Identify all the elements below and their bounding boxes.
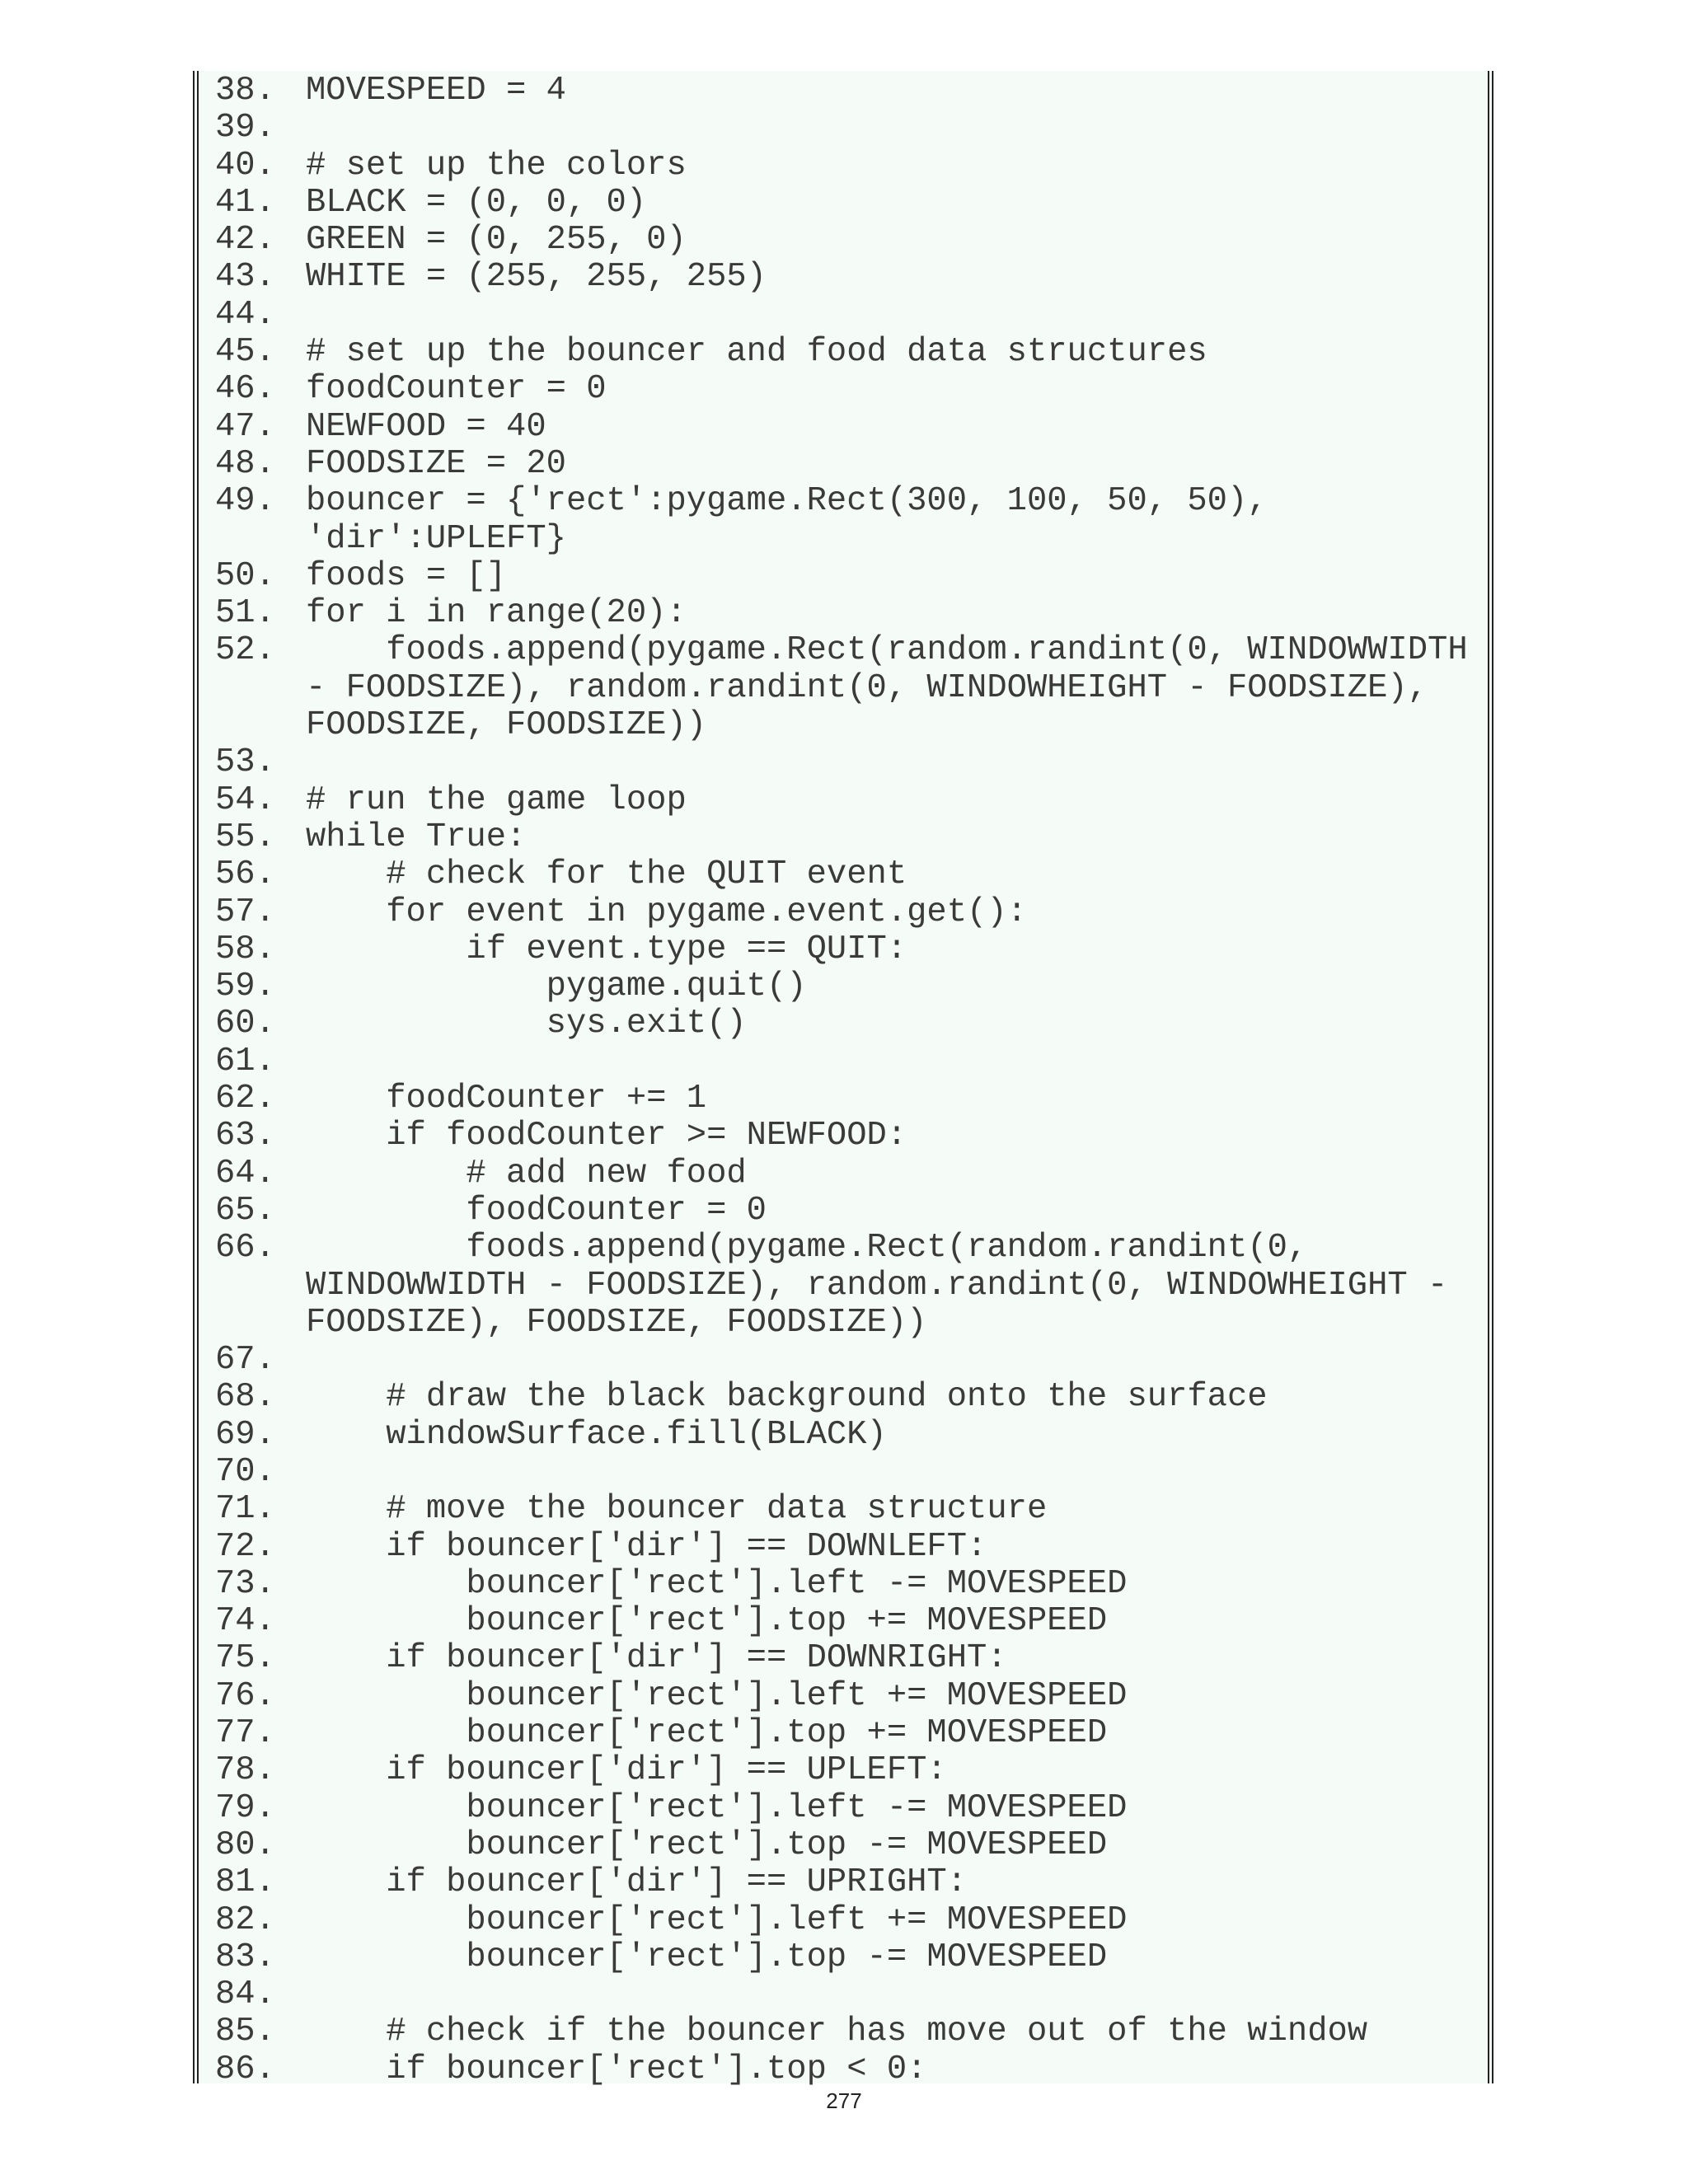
line-code (306, 744, 1488, 781)
line-code: NEWFOOD = 40 (306, 407, 546, 446)
code-line (199, 968, 1488, 1005)
line-number: 57. (215, 893, 275, 931)
line-number: 52. (215, 631, 275, 670)
line-number: 62. (215, 1080, 275, 1118)
line-code: bouncer['rect'].top -= MOVESPEED (306, 1825, 1108, 1864)
line-code: if bouncer['dir'] == DOWNRIGHT: (306, 1639, 1007, 1678)
code-line-continuation (199, 521, 1488, 558)
line-code: # check if the bouncer has move out of the window (306, 2013, 1368, 2051)
line-number: 49. (215, 482, 275, 521)
line-code: FOODSIZE = 20 (306, 444, 566, 483)
code-line (199, 1827, 1488, 1864)
line-code (306, 1976, 1488, 2013)
code-line (199, 1417, 1488, 1454)
line-code: foods = [] (306, 556, 507, 595)
code-line (199, 782, 1488, 819)
code-line (199, 595, 1488, 632)
line-code (306, 297, 1488, 334)
line-code: # move the bouncer data structure (306, 1490, 1048, 1529)
code-line (199, 2051, 1488, 2088)
line-number: 50. (215, 556, 275, 595)
line-number: 59. (215, 968, 275, 1006)
code-line-continuation (199, 1268, 1488, 1305)
line-code: bouncer = {'rect':pygame.Rect(300, 100, 50, 50), (306, 482, 1268, 521)
line-number: 78. (215, 1751, 275, 1790)
line-number: 85. (215, 2013, 275, 2051)
code-line (199, 259, 1488, 296)
code-line (199, 73, 1488, 110)
line-number: 86. (215, 2050, 275, 2088)
code-line (199, 1155, 1488, 1193)
line-code: MOVESPEED = 4 (306, 72, 566, 110)
line-code: # check for the QUIT event (306, 855, 907, 894)
line-number: 82. (215, 1900, 275, 1939)
line-number: 44. (215, 295, 275, 334)
line-code: bouncer['rect'].left -= MOVESPEED (306, 1788, 1128, 1827)
code-line (199, 185, 1488, 222)
line-code: if foodCounter >= NEWFOOD: (306, 1117, 907, 1155)
code-line (199, 110, 1488, 147)
line-code: while True: (306, 818, 527, 856)
code-line (199, 1529, 1488, 1566)
code-line (199, 409, 1488, 446)
code-line (199, 446, 1488, 483)
page-number: 277 (826, 2088, 862, 2113)
code-line (199, 1230, 1488, 1267)
line-code: foods.append(pygame.Rect(random.randint(0, WINDOWWIDTH (306, 631, 1468, 670)
line-code: if event.type == QUIT: (306, 930, 907, 968)
line-code: if bouncer['rect'].top < 0: (306, 2050, 927, 2088)
line-number: 43. (215, 258, 275, 297)
code-line (199, 894, 1488, 931)
line-code: windowSurface.fill(BLACK) (306, 1415, 887, 1454)
code-line (199, 1118, 1488, 1155)
line-number: 74. (215, 1602, 275, 1641)
line-code: bouncer['rect'].left += MOVESPEED (306, 1900, 1128, 1939)
code-line (199, 1678, 1488, 1715)
code-line (199, 1790, 1488, 1827)
line-number: 66. (215, 1229, 275, 1268)
line-code: pygame.quit() (306, 968, 807, 1006)
line-code: # add new food (306, 1154, 747, 1193)
code-line (199, 1193, 1488, 1230)
line-code: FOODSIZE), FOODSIZE, FOODSIZE)) (306, 1303, 927, 1342)
line-number: 42. (215, 221, 275, 260)
code-line (199, 1976, 1488, 2013)
code-line (199, 483, 1488, 520)
code-line (199, 148, 1488, 185)
code-line (199, 1005, 1488, 1043)
line-code: foods.append(pygame.Rect(random.randint(0, (306, 1229, 1308, 1268)
code-line (199, 1902, 1488, 1939)
line-number: 81. (215, 1863, 275, 1902)
line-number: 47. (215, 407, 275, 446)
line-number: 79. (215, 1788, 275, 1827)
code-line (199, 1939, 1488, 1976)
line-number: 38. (215, 72, 275, 110)
line-number: 71. (215, 1490, 275, 1529)
code-line (199, 1864, 1488, 1901)
code-line (199, 819, 1488, 856)
line-number: 41. (215, 183, 275, 222)
code-line (199, 1080, 1488, 1118)
line-number: 69. (215, 1415, 275, 1454)
line-number: 53. (215, 743, 275, 782)
line-number: 72. (215, 1527, 275, 1566)
line-number: 70. (215, 1452, 275, 1491)
line-code: bouncer['rect'].top += MOVESPEED (306, 1714, 1108, 1753)
code-line (199, 931, 1488, 968)
line-number: 80. (215, 1825, 275, 1864)
code-line (199, 334, 1488, 371)
line-number: 46. (215, 370, 275, 409)
line-number: 83. (215, 1938, 275, 1976)
line-code: for i in range(20): (306, 594, 687, 633)
code-line (199, 2013, 1488, 2050)
line-code: GREEN = (0, 255, 0) (306, 221, 687, 260)
line-code: bouncer['rect'].top -= MOVESPEED (306, 1938, 1108, 1976)
line-code: # run the game loop (306, 780, 687, 819)
line-code: # set up the colors (306, 146, 687, 185)
line-number: 48. (215, 444, 275, 483)
code-line (199, 1379, 1488, 1416)
code-line (199, 744, 1488, 781)
line-code: bouncer['rect'].left -= MOVESPEED (306, 1564, 1128, 1603)
code-line (199, 856, 1488, 893)
code-line (199, 1342, 1488, 1379)
code-listing (193, 71, 1493, 2088)
code-line (199, 1491, 1488, 1528)
line-code: - FOODSIZE), random.randint(0, WINDOWHEIGHT - FOODSIZE), (306, 668, 1428, 707)
line-number: 67. (215, 1341, 275, 1380)
line-number: 63. (215, 1117, 275, 1155)
line-code: # set up the bouncer and food data structures (306, 333, 1207, 372)
line-number: 51. (215, 594, 275, 633)
code-line-continuation (199, 670, 1488, 707)
line-number: 54. (215, 780, 275, 819)
line-code: 'dir':UPLEFT} (306, 519, 566, 558)
line-code: bouncer['rect'].top += MOVESPEED (306, 1602, 1108, 1641)
code-line (199, 297, 1488, 334)
code-line (199, 632, 1488, 669)
line-code: for event in pygame.event.get(): (306, 893, 1027, 931)
code-line (199, 558, 1488, 595)
line-number: 56. (215, 855, 275, 894)
line-number: 60. (215, 1005, 275, 1043)
line-number: 84. (215, 1975, 275, 2014)
line-code: if bouncer['dir'] == UPLEFT: (306, 1751, 947, 1790)
line-number: 76. (215, 1676, 275, 1715)
code-line (199, 1566, 1488, 1603)
line-code: foodCounter = 0 (306, 1191, 767, 1230)
line-code: FOODSIZE, FOODSIZE)) (306, 706, 707, 745)
line-number: 40. (215, 146, 275, 185)
line-number: 64. (215, 1154, 275, 1193)
line-code (306, 1342, 1488, 1379)
line-code: WHITE = (255, 255, 255) (306, 258, 767, 297)
code-line (199, 222, 1488, 259)
line-code: WINDOWWIDTH - FOODSIZE), random.randint(0, WINDOWHEIGHT - (306, 1266, 1448, 1305)
code-line (199, 1752, 1488, 1789)
line-code: bouncer['rect'].left += MOVESPEED (306, 1676, 1128, 1715)
line-number: 55. (215, 818, 275, 856)
line-code: foodCounter = 0 (306, 370, 607, 409)
code-line-continuation (199, 707, 1488, 744)
line-code: foodCounter += 1 (306, 1080, 707, 1118)
line-code (306, 1454, 1488, 1491)
code-line (199, 1603, 1488, 1640)
line-code: # draw the black background onto the surface (306, 1378, 1268, 1417)
code-line (199, 371, 1488, 408)
line-code: BLACK = (0, 0, 0) (306, 183, 647, 222)
line-code: if bouncer['dir'] == DOWNLEFT: (306, 1527, 987, 1566)
code-line (199, 1454, 1488, 1491)
line-code (306, 110, 1488, 147)
line-number: 61. (215, 1042, 275, 1080)
line-number: 68. (215, 1378, 275, 1417)
line-number: 39. (215, 109, 275, 148)
code-line (199, 1043, 1488, 1080)
line-number: 73. (215, 1564, 275, 1603)
line-code (306, 1043, 1488, 1080)
line-number: 77. (215, 1714, 275, 1753)
line-number: 45. (215, 333, 275, 372)
code-line (199, 1640, 1488, 1677)
code-line (199, 1715, 1488, 1752)
code-line-continuation (199, 1305, 1488, 1342)
line-number: 65. (215, 1191, 275, 1230)
line-code: if bouncer['dir'] == UPRIGHT: (306, 1863, 968, 1902)
line-number: 75. (215, 1639, 275, 1678)
line-code: sys.exit() (306, 1005, 747, 1043)
line-number: 58. (215, 930, 275, 968)
